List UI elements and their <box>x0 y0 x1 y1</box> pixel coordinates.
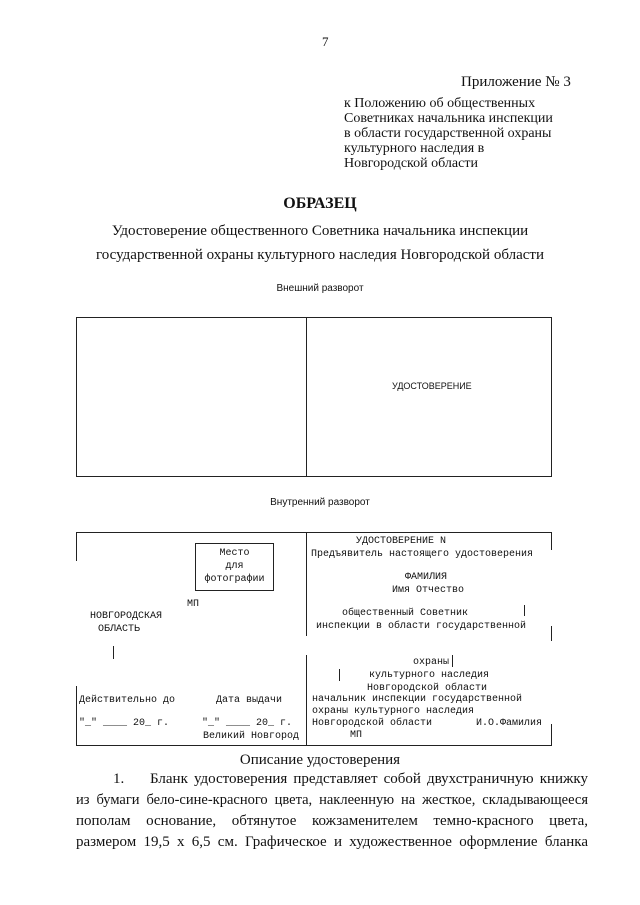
head-line-1: начальник инспекции государственной <box>312 694 523 705</box>
subtitle-line: государственной охраны культурного наследия Новгородской области <box>96 247 544 263</box>
description-item-number: 1. <box>113 771 125 787</box>
description-line-4: размером 19,5 x 6,5 см. Графическое и художественное оформление бланка <box>76 834 588 850</box>
outer-spread-title: УДОСТОВЕРЕНИЕ <box>392 381 472 391</box>
region-line: НОВГОРОДСКАЯ <box>90 611 163 622</box>
photo-line: для <box>225 561 244 572</box>
region-line: ОБЛАСТЬ <box>98 624 141 635</box>
valid-until-date: "_" ____ 20_ г. <box>79 718 170 729</box>
frame-left-top <box>76 532 77 561</box>
document-heading: ОБРАЗЕЦ <box>283 195 357 212</box>
frame-top <box>76 532 552 533</box>
frame-left-bottom <box>76 686 77 745</box>
photo-line: фотографии <box>204 574 265 585</box>
frame-right-bottom <box>551 724 552 745</box>
head-line-2: охраны культурного наследия <box>312 706 475 717</box>
appendix-reference <box>344 96 553 171</box>
appendix-line: к Положению об общественных <box>344 96 536 111</box>
role-stroke <box>524 605 525 616</box>
frame-right-mid <box>551 626 552 641</box>
region-label <box>90 610 162 636</box>
fold-upper <box>306 532 307 636</box>
left-stroke <box>113 646 114 659</box>
role-line-4: культурного наследия <box>369 670 490 681</box>
right-stamp: МП <box>350 730 363 741</box>
document-subtitle <box>0 219 640 267</box>
inner-spread-label: Внутренний разворот <box>270 497 370 508</box>
surname-field: ФАМИЛИЯ <box>405 572 448 583</box>
left-stamp: МП <box>187 599 200 610</box>
issue-date-label: Дата выдачи <box>216 695 283 706</box>
role-line-3: охраны <box>413 657 450 668</box>
outer-spread-fold <box>306 317 307 476</box>
bearer-line: Предъявитель настоящего удостоверения <box>311 549 534 560</box>
role-stroke-3 <box>339 669 340 681</box>
head-signature: И.О.Фамилия <box>476 718 543 729</box>
description-line-2: из бумаги бело-сине-красного цвета, наклеенную на жесткое, складывающееся <box>76 792 588 808</box>
certificate-title: УДОСТОВЕРЕНИЕ N <box>356 536 447 547</box>
subtitle-line: Удостоверение общественного Советника начальника инспекции <box>111 223 529 239</box>
appendix-line: культурного наследия в <box>344 141 485 156</box>
valid-until-label: Действительно до <box>79 695 176 706</box>
description-line-3: пополам основание, обтянутое кожзаменителем темно-красного цвета, <box>76 813 588 829</box>
description-heading: Описание удостоверения <box>239 752 401 768</box>
appendix-title: Приложение № 3 <box>461 74 571 90</box>
outer-spread-frame <box>76 317 552 477</box>
photo-line: Место <box>219 548 250 559</box>
description-line-1: Бланк удостоверения представляет собой двухстраничную книжку <box>150 771 588 787</box>
issue-date-value: "_" ____ 20_ г. <box>202 718 293 729</box>
frame-bottom <box>76 745 552 746</box>
frame-right-top <box>551 532 552 550</box>
head-line-3: Новгородской области <box>312 718 433 729</box>
photo-placeholder <box>195 543 274 591</box>
name-field: Имя Отчество <box>392 585 465 596</box>
role-line-5: Новгородской области <box>367 683 488 694</box>
fold-lower <box>306 655 307 745</box>
appendix-line: в области государственной охраны <box>344 126 552 141</box>
role-line-2: инспекции в области государственной <box>316 621 527 632</box>
appendix-line: Новгородской области <box>344 156 478 171</box>
city-label: Великий Новгород <box>203 731 300 742</box>
appendix-line: Советниках начальника инспекции <box>344 111 553 126</box>
page-number: 7 <box>322 34 329 49</box>
outer-spread-label: Внешний разворот <box>276 283 364 294</box>
role-stroke-2 <box>452 655 453 667</box>
role-line-1: общественный Советник <box>342 608 469 619</box>
